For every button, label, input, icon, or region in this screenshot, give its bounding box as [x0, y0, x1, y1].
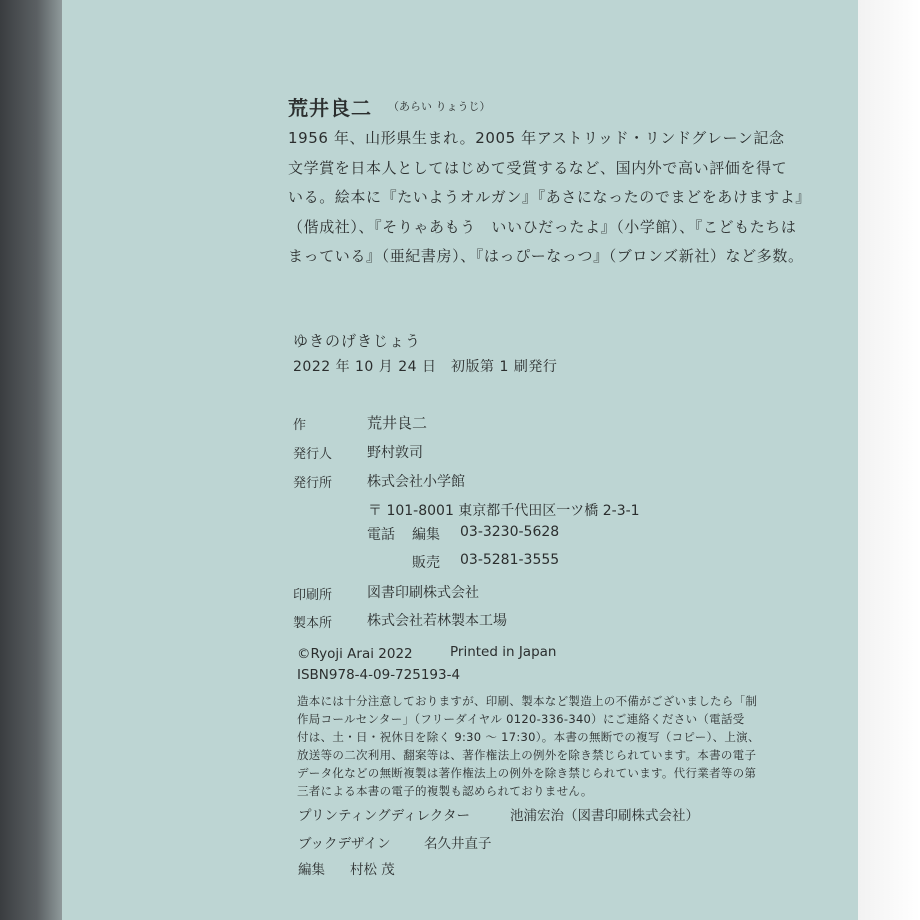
editor-label: 編集 [298, 862, 325, 878]
notice-line: 三者による本書の電子的複製も認められておりません。 [297, 784, 593, 798]
notice-line: 放送等の二次利用、翻案等は、著作権法上の例外を除き禁じられています。本書の電子 [297, 748, 757, 762]
publishing-house-value: 株式会社小学館 [367, 474, 465, 490]
right-background [858, 0, 920, 920]
author-reading: （あらい りょうじ） [388, 100, 491, 113]
edit-phone-number: 03-3230-5628 [460, 524, 560, 540]
publisher-label: 発行人 [293, 447, 333, 462]
bio-line: いる。絵本に『たいようオルガン』『あさになったのでまどをあけますよ』 [288, 188, 811, 206]
printed-in: Printed in Japan [450, 644, 557, 660]
publisher-value: 野村敦司 [367, 445, 423, 461]
notice-line: 作局コールセンター」（フリーダイヤル 0120-336-340）にご連絡ください（電話受 [297, 712, 745, 726]
bio-line: （偕成社）、『そりゃあもう いいひだったよ』（小学館）、『こどもたちは [288, 217, 797, 236]
publishing-house-label: 発行所 [293, 476, 333, 491]
bio-line: 文学賞を日本人としてはじめて受賞するなど、国内外で高い評価を得て [288, 158, 788, 177]
notice-line: 付は、土・日・祝休日を除く 9:30 ～ 17:30）。本書の無断での複写（コピー）、上演、 [297, 730, 760, 744]
editor-value: 村松 茂 [350, 862, 395, 878]
edit-phone-label: 編集 [412, 527, 440, 543]
copyright: ©Ryoji Arai 2022 [297, 646, 413, 662]
phone-label: 電話 [367, 527, 395, 543]
author-label: 作 [293, 418, 307, 433]
book-title: ゆきのげきじょう [293, 332, 422, 350]
director-value: 池浦宏治（図書印刷株式会社） [510, 808, 699, 824]
author-bio [288, 124, 811, 272]
notice-line: 造本には十分注意しておりますが、印刷、製本など製造上の不備がございましたら「制 [297, 694, 758, 708]
binder-label: 製本所 [293, 616, 333, 631]
publication-date: 2022 年 10 月 24 日 初版第 1 刷発行 [293, 359, 558, 375]
legal-notice [297, 692, 760, 800]
address: 〒 101-8001 東京都千代田区一ツ橋 2-3-1 [368, 503, 640, 519]
printer-value: 図書印刷株式会社 [367, 585, 479, 601]
sales-phone-label: 販売 [412, 555, 440, 571]
left-page-shadow [0, 0, 62, 920]
design-label: ブックデザイン [298, 836, 391, 852]
author-name: 荒井良二 [288, 96, 372, 120]
binder-value: 株式会社若林製本工場 [367, 613, 507, 629]
author-value: 荒井良二 [367, 414, 428, 432]
bio-line: まっている』（亜紀書房）、『はっぴーなっつ』（ブロンズ新社）など多数。 [288, 247, 804, 265]
isbn: ISBN978-4-09-725193-4 [297, 667, 461, 683]
notice-line: データ化などの無断複製は著作権法上の例外を除き禁じられています。代行業者等の第 [297, 766, 757, 780]
design-value: 名久井直子 [424, 836, 492, 852]
printer-label: 印刷所 [293, 588, 333, 603]
director-label: プリンティングディレクター [298, 808, 470, 824]
sales-phone-number: 03-5281-3555 [460, 552, 560, 568]
bio-line: 1956 年、山形県生まれ。2005 年アストリッド・リンドグレーン記念 [288, 129, 785, 147]
